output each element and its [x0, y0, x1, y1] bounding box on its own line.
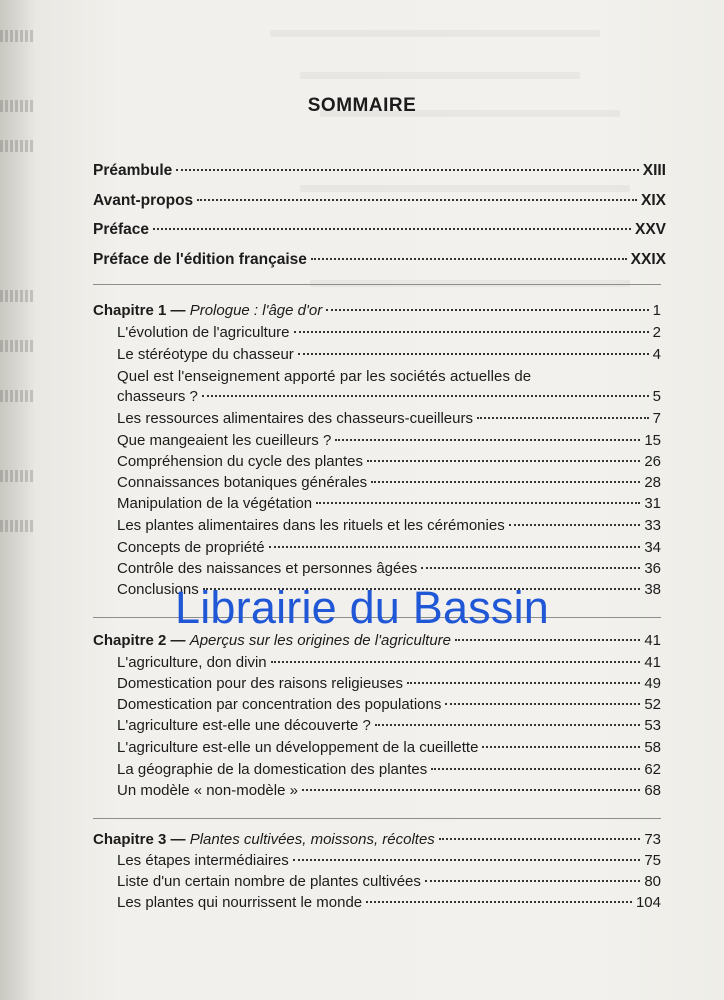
entry-label: Que mangeaient les cueilleurs ? [117, 432, 332, 449]
toc-entry [117, 893, 661, 913]
dot-leader [425, 879, 640, 882]
previous-page-edge [0, 0, 34, 1000]
entry-label: Avant-propos [93, 192, 194, 209]
entry-label: Domestication par concentration des populations [117, 696, 442, 713]
page-number: 104 [635, 894, 661, 911]
dot-leader [421, 566, 640, 569]
dot-leader [366, 900, 632, 903]
page-number: 49 [644, 675, 661, 692]
toc-entry [93, 191, 666, 211]
dot-leader [335, 438, 640, 441]
page-number: 28 [644, 474, 661, 491]
bleed-text-fragment [0, 340, 34, 352]
section-divider [93, 284, 661, 285]
dot-leader [197, 198, 637, 201]
page-number: 33 [644, 517, 661, 534]
entry-label: L'évolution de l'agriculture [117, 324, 290, 341]
dot-leader [294, 330, 649, 333]
toc-entry [117, 473, 661, 493]
dot-leader [375, 723, 640, 726]
entry-label-line1: Quel est l'enseignement apporté par les sociétés actuelles de [117, 368, 532, 385]
entry-label: Connaissances botaniques générales [117, 474, 368, 491]
toc-entry [117, 738, 661, 758]
page-number: 5 [652, 388, 661, 405]
dot-leader [311, 257, 627, 260]
entry-label: Contrôle des naissances et personnes âgées [117, 560, 418, 577]
dot-leader [326, 308, 648, 311]
dot-leader [269, 545, 641, 548]
toc-entry [117, 653, 661, 673]
bleed-text-fragment [0, 520, 34, 532]
chapter-title: Aperçus sur les origines de l'agriculture [189, 632, 452, 649]
show-through [270, 30, 600, 37]
dot-leader [407, 681, 640, 684]
chapter-title: Plantes cultivées, moissons, récoltes [189, 831, 435, 848]
entry-label: L'agriculture, don divin [117, 654, 267, 671]
entry-label: Liste d'un certain nombre de plantes cultivées [117, 873, 421, 890]
dot-leader [176, 168, 638, 171]
entry-label: L'agriculture est-elle un développement de la cueillette [117, 739, 479, 756]
toc-entry-wrapped [117, 367, 661, 407]
toc-entry [93, 220, 666, 240]
dot-leader [271, 660, 641, 663]
page-number: 34 [644, 539, 661, 556]
dot-leader [455, 638, 640, 641]
show-through [300, 72, 580, 79]
toc-entry [117, 716, 661, 736]
section-divider [93, 818, 661, 819]
chapter-heading [93, 301, 661, 321]
dot-leader [431, 767, 640, 770]
dot-leader [302, 788, 640, 791]
page-number: 58 [644, 739, 661, 756]
toc-entry [117, 695, 661, 715]
page-number: 2 [652, 324, 661, 341]
dot-leader [367, 459, 640, 462]
dot-leader [153, 227, 631, 230]
page-number: XIX [641, 192, 666, 209]
toc-entry [117, 452, 661, 472]
watermark-text: Librairie du Bassin [175, 582, 549, 633]
page-number: 62 [644, 761, 661, 778]
entry-label: Concepts de propriété [117, 539, 265, 556]
chapter-heading [93, 631, 661, 651]
dot-leader [482, 745, 640, 748]
toc-entry [117, 494, 661, 514]
entry-label: Les ressources alimentaires des chasseurs-cueilleurs [117, 410, 473, 427]
page-number: 53 [644, 717, 661, 734]
chapter-number: Chapitre 3 — [93, 831, 186, 848]
page-number: 7 [652, 410, 661, 427]
dot-leader [371, 480, 640, 483]
bleed-text-fragment [0, 470, 34, 482]
entry-label: Manipulation de la végétation [117, 495, 313, 512]
chapter-number: Chapitre 1 — [93, 302, 186, 319]
toc-entry [117, 674, 661, 694]
page-number: 41 [644, 654, 661, 671]
entry-label: L'agriculture est-elle une découverte ? [117, 717, 371, 734]
dot-leader [298, 352, 649, 355]
page-number: 26 [644, 453, 661, 470]
toc-entry [93, 161, 666, 181]
entry-label: Le stéréotype du chasseur [117, 346, 294, 363]
dot-leader [293, 858, 641, 861]
bleed-text-fragment [0, 140, 34, 152]
chapter-heading [93, 830, 661, 850]
page-number: XIII [642, 162, 666, 179]
page-number: 41 [644, 632, 661, 649]
page-number: 36 [644, 560, 661, 577]
entry-label: Préface [93, 221, 150, 238]
toc-entry [117, 409, 661, 429]
toc-entry [117, 851, 661, 871]
dot-leader [316, 501, 640, 504]
entry-label: Préambule [93, 162, 173, 179]
page-number: 52 [644, 696, 661, 713]
entry-label: Les étapes intermédiaires [117, 852, 289, 869]
page-number: 1 [652, 302, 661, 319]
entry-label: La géographie de la domestication des plantes [117, 761, 428, 778]
page-number: 15 [644, 432, 661, 449]
dot-leader [445, 702, 640, 705]
entry-label: Un modèle « non-modèle » [117, 782, 298, 799]
page-number: 4 [652, 346, 661, 363]
toc-entry [117, 760, 661, 780]
entry-label: Les plantes qui nourrissent le monde [117, 894, 363, 911]
dot-leader [439, 837, 641, 840]
entry-label: Préface de l'édition française [93, 251, 307, 268]
toc-entry [117, 516, 661, 536]
dot-leader [477, 416, 649, 419]
toc-entry [117, 781, 661, 801]
chapter-number: Chapitre 2 — [93, 632, 186, 649]
chapter-title: Prologue : l'âge d'or [189, 302, 323, 319]
page-number: XXV [634, 221, 666, 238]
entry-label-line2: chasseurs ? [117, 388, 198, 405]
bleed-text-fragment [0, 390, 34, 402]
page-number: 31 [644, 495, 661, 512]
page-number: 73 [644, 831, 661, 848]
toc-entry [117, 431, 661, 451]
entry-label: Domestication pour des raisons religieuses [117, 675, 403, 692]
entry-label: Conclusions [117, 581, 199, 598]
toc-entry [117, 345, 661, 365]
toc-entry [93, 250, 666, 270]
page-number: 75 [644, 852, 661, 869]
bleed-text-fragment [0, 30, 34, 42]
page-number: XXIX [630, 251, 666, 268]
toc-entry [117, 872, 661, 892]
dot-leader [509, 523, 641, 526]
page-number: 80 [644, 873, 661, 890]
toc-entry [117, 323, 661, 343]
entry-label: Compréhension du cycle des plantes [117, 453, 363, 470]
entry-label: Les plantes alimentaires dans les rituels et les cérémonies [117, 517, 505, 534]
dot-leader [202, 395, 649, 397]
page-title: SOMMAIRE [307, 95, 417, 116]
page-number: 38 [644, 581, 661, 598]
toc-entry [117, 538, 661, 558]
toc-entry [117, 559, 661, 579]
bleed-text-fragment [0, 290, 34, 302]
page-number: 68 [644, 782, 661, 799]
